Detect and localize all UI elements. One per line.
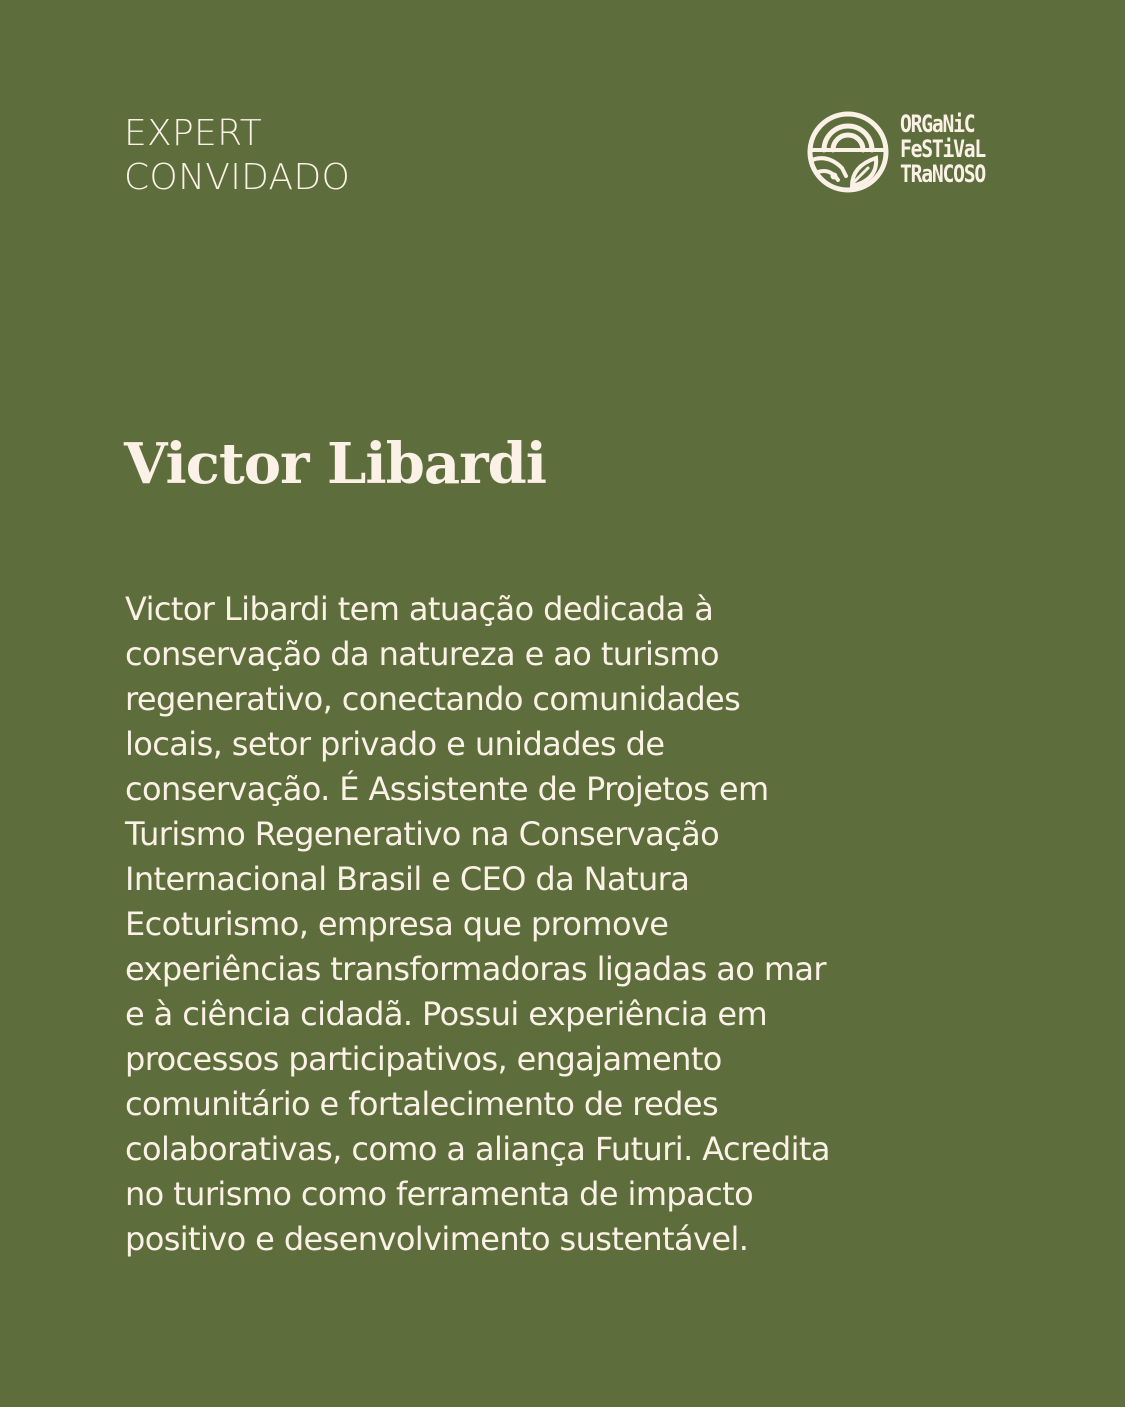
logo-word-festival: FeSTiVaL bbox=[900, 135, 985, 163]
bio-line: e à ciência cidadã. Possui experiência em bbox=[125, 995, 768, 1033]
expert-name: Victor Libardi bbox=[124, 431, 547, 497]
organic-festival-logo bbox=[806, 110, 1006, 198]
bio-line: no turismo como ferramenta de impacto bbox=[125, 1175, 754, 1213]
bio-line: Victor Libardi tem atuação dedicada à bbox=[125, 590, 714, 628]
bio-line: Ecoturismo, empresa que promove bbox=[125, 905, 669, 943]
bio-line: comunitário e fortalecimento de redes bbox=[125, 1085, 719, 1123]
logo-wordmark bbox=[900, 112, 985, 187]
bio-line: conservação. É Assistente de Projetos em bbox=[125, 770, 769, 808]
logo-word-trancoso: TRaNCOSO bbox=[900, 160, 985, 188]
expert-bio bbox=[125, 587, 945, 1262]
expert-label-line-1: EXPERT bbox=[124, 113, 263, 154]
bio-line: positivo e desenvolvimento sustentável. bbox=[125, 1220, 749, 1258]
sun-hills-leaf-icon bbox=[806, 110, 890, 194]
bio-line: processos participativos, engajamento bbox=[125, 1040, 722, 1078]
bio-line: regenerativo, conectando comunidades bbox=[125, 680, 741, 718]
bio-line: Turismo Regenerativo na Conservação bbox=[125, 815, 720, 853]
bio-line: colaborativas, como a aliança Futuri. Acredita bbox=[125, 1130, 830, 1168]
expert-label bbox=[124, 112, 350, 200]
bio-line: experiências transformadoras ligadas ao mar bbox=[125, 950, 826, 988]
expert-label-line-2: CONVIDADO bbox=[124, 157, 351, 198]
logo-word-organic: ORGaNiC bbox=[900, 110, 975, 138]
bio-line: conservação da natureza e ao turismo bbox=[125, 635, 719, 673]
bio-line: locais, setor privado e unidades de bbox=[125, 725, 665, 763]
bio-line: Internacional Brasil e CEO da Natura bbox=[125, 860, 690, 898]
